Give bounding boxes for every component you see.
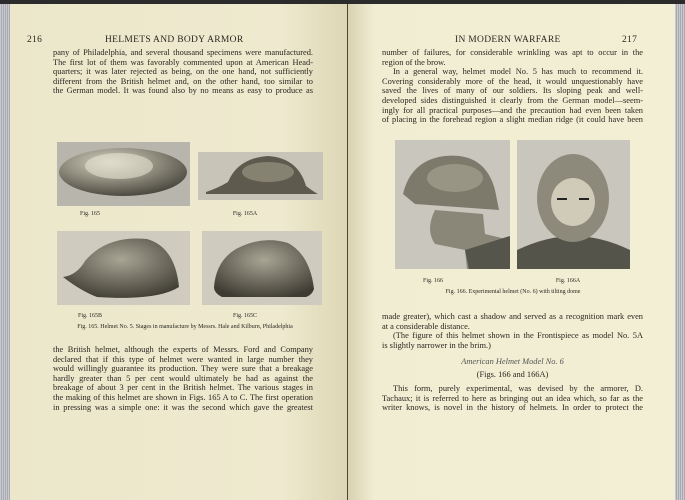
text-line: quarters; it was later rejected as being, on the one hand, not sufficiently xyxy=(53,67,313,77)
helmet-photo-fig165a xyxy=(198,152,323,200)
text-line: of placing in the forehead region a slight median ridge (it could have been xyxy=(382,115,643,125)
page-number: 217 xyxy=(622,35,638,45)
text-line: in pressing was a simple one: it was the second which gave the greatest xyxy=(53,402,313,412)
text-line: Tachaux; it is referred to here as bringing out an idea which, so far as the xyxy=(382,393,643,403)
figure-label: Fig. 165 xyxy=(79,211,100,217)
figure-caption: Fig. 165. Helmet No. 5. Stages in manufacture by Messrs. Hale and Kilburn, Philadelphia xyxy=(77,324,293,330)
text-block-middle xyxy=(382,312,643,350)
helmet-photo-fig165c xyxy=(202,231,322,305)
text-line: is slightly narrower in the brim.) xyxy=(382,340,491,350)
text-line: different from the British helmet and, on the other hand, too similar to xyxy=(53,76,313,86)
text-block-bottom xyxy=(382,384,643,413)
text-line: Covering considerably more of the head, it would unquestionably have xyxy=(382,76,643,86)
figure-label: Fig. 165A xyxy=(232,211,258,217)
text-line: ingly for all practical purposes—and the precaution had even been taken xyxy=(382,105,643,115)
helmet-photo-fig166a xyxy=(517,140,630,269)
text-line: made greater), which cast a shadow and served as a recognition mark even xyxy=(382,312,643,321)
text-line: (The figure of this helmet shown in the Frontispiece as model No. 5A xyxy=(393,331,643,341)
figure-caption: Fig. 166. Experimental helmet (No. 6) with tilting dome xyxy=(445,289,581,295)
left-page xyxy=(10,4,348,500)
section-title: American Helmet Model No. 6 xyxy=(461,357,564,366)
text-line: saved the lives of many of our soldiers. Its sloping peak and well- xyxy=(382,86,643,96)
text-line: developed sides distinguished it clearly from the German model—seem- xyxy=(382,95,643,105)
section-subtitle: (Figs. 166 and 166A) xyxy=(476,370,549,379)
helmet-photo-fig165b xyxy=(57,231,190,305)
left-page-edges xyxy=(0,4,10,500)
text-line: would willingly guarantee its production. They were sure that a breakage xyxy=(53,364,313,374)
right-page-edges xyxy=(675,4,685,500)
text-line: at a considerable distance. xyxy=(382,321,470,331)
text-block-bottom xyxy=(53,345,313,412)
figure-label: Fig. 165C xyxy=(232,313,257,319)
helmet-photo-fig165 xyxy=(57,142,190,206)
running-head: HELMETS AND BODY ARMOR xyxy=(105,35,244,45)
text-line: pany of Philadelphia, and several thousand specimens were manufactured. xyxy=(53,48,313,57)
figure-label: Fig. 166 xyxy=(422,278,443,284)
text-block-top xyxy=(53,48,313,96)
text-line: This form, purely experimental, was devised by the armorer, D. xyxy=(393,384,643,393)
text-line: The first lot of them was favorably commented upon at American Head- xyxy=(53,57,313,67)
text-line: region of the brow. xyxy=(382,57,446,67)
text-line: the German model. It was found also by no means as easy to produce as xyxy=(53,86,313,96)
text-line: breakage of about 3 per cent in the British helmet. The various stages in xyxy=(53,383,313,393)
text-line: hardly greater than 5 per cent would ultimately be had as against the xyxy=(53,373,313,383)
text-line: writer knows, is novel in the history of helmets. In order to protect the xyxy=(382,403,643,413)
text-line: number of failures, for considerable wrinkling was apt to occur in the xyxy=(382,48,643,57)
right-page xyxy=(348,4,675,500)
text-line: the making of this helmet are shown in Figs. 165 A to C. The first operation xyxy=(53,392,313,402)
figure-label: Fig. 165B xyxy=(77,313,102,319)
page-number: 216 xyxy=(27,35,43,45)
text-line: In a general way, helmet model No. 5 has much to recommend it. xyxy=(393,67,643,77)
running-head: IN MODERN WARFARE xyxy=(455,35,561,45)
figure-label: Fig. 166A xyxy=(555,278,581,284)
helmet-photo-fig166 xyxy=(395,140,510,269)
text-line: declared that if this type of helmet were wanted in large number they xyxy=(53,354,313,364)
text-block-top xyxy=(382,48,643,125)
text-line: the British helmet, although the experts of Messrs. Ford and Company xyxy=(53,345,313,354)
